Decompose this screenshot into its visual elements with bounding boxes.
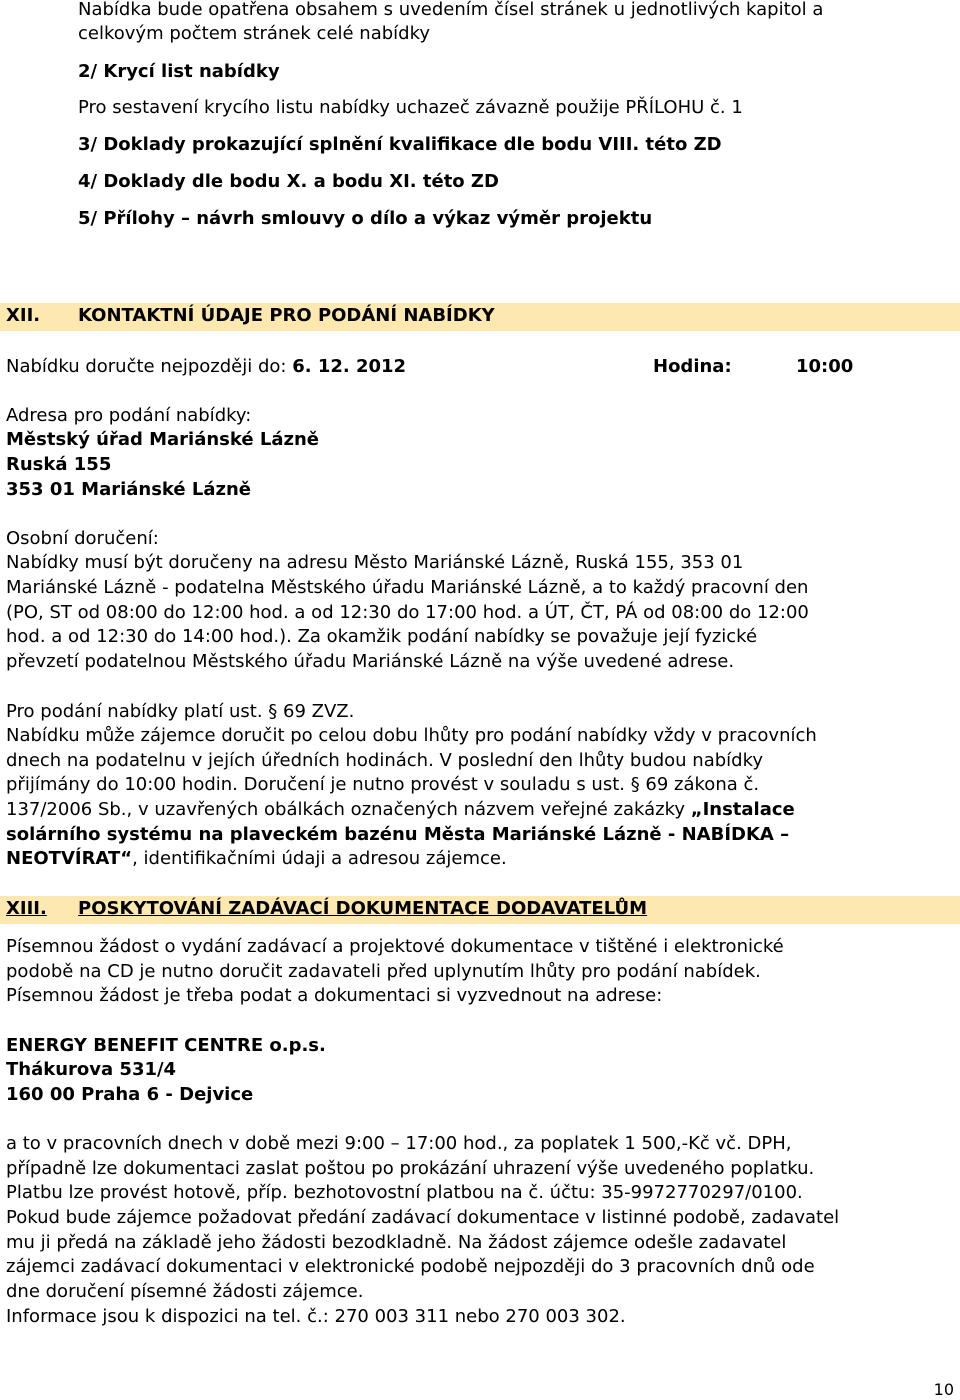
section-title: POSKYTOVÁNÍ ZADÁVACÍ DOKUMENTACE DODAVATELŮM (78, 898, 648, 919)
paragraph-line: Nabídku může zájemce doručit po celou dobu lhůty pro podání nabídky vždy v pracovních (6, 725, 817, 746)
organization-street: Thákurova 531/4 (6, 1059, 177, 1080)
page-number: 10 (933, 1380, 954, 1399)
text-run: 137/2006 Sb., v uzavřených obálkách označených názvem veřejné zakázky (6, 799, 691, 820)
item-heading-qualification: 3/ Doklady prokazující splnění kvalifikace dle bodu VIII. této ZD (78, 134, 722, 155)
paragraph-line: (PO, ST od 08:00 do 12:00 hod. a od 12:30 do 17:00 hod. a ÚT, ČT, PÁ od 08:00 do 12:00 (6, 602, 809, 623)
organization-city: 160 00 Praha 6 - Dejvice (6, 1084, 254, 1105)
paragraph-line: přijímány do 10:00 hodin. Doručení je nutno provést v souladu s ust. § 69 zákona č. (6, 774, 760, 795)
section-number: XIII. (6, 898, 47, 919)
paragraph-line: převzetí podatelnou Městského úřadu Mariánské Lázně na výše uvedené adrese. (6, 651, 735, 672)
section-header-xiii (0, 896, 960, 924)
tender-name: NEOTVÍRAT“ (6, 848, 133, 869)
deadline-date: 6. 12. 2012 (292, 356, 407, 377)
paragraph-line: mu ji předá na základě jeho žádosti bezodkladně. Na žádost zájemce odešle zadavatel (6, 1232, 787, 1253)
paragraph-line: Pokud bude zájemce požadovat předání zadávací dokumentace v listinné podobě, zadavatel (6, 1207, 840, 1228)
paragraph-line: Mariánské Lázně - podatelna Městského úřadu Mariánské Lázně, a to každý pracovní den (6, 577, 809, 598)
contact-info: Informace jsou k dispozici na tel. č.: 270 003 311 nebo 270 003 302. (6, 1306, 626, 1327)
intro-text-line: Nabídka bude opatřena obsahem s uvedením čísel stránek u jednotlivých kapitol a (78, 0, 824, 20)
item-heading-documents: 4/ Doklady dle bodu X. a bodu XI. této ZD (78, 171, 499, 192)
paragraph-line: Nabídky musí být doručeny na adresu Město Mariánské Lázně, Ruská 155, 353 01 (6, 552, 744, 573)
item-text-cover-sheet: Pro sestavení krycího listu nabídky uchazeč závazně použije PŘÍLOHU č. 1 (78, 97, 743, 118)
address-line: 353 01 Mariánské Lázně (6, 479, 252, 500)
paragraph-line: Platbu lze provést hotově, příp. bezhotovostní platbou na č. účtu: 35-9972770297/0100. (6, 1182, 803, 1203)
deadline-row (6, 355, 406, 379)
hour-value: 10:00 (796, 356, 854, 377)
paragraph-line: dne doručení písemné žádosti zájemce. (6, 1281, 364, 1302)
paragraph-line: Písemnou žádost o vydání zadávací a projektové dokumentace v tištěné i elektronické (6, 936, 784, 957)
paragraph-line: a to v pracovních dnech v době mezi 9:00 – 17:00 hod., za poplatek 1 500,-Kč vč. DPH, (6, 1133, 792, 1154)
item-heading-attachments: 5/ Přílohy – návrh smlouvy o dílo a výkaz výměr projektu (78, 208, 653, 229)
section-title: KONTAKTNÍ ÚDAJE PRO PODÁNÍ NABÍDKY (78, 305, 495, 326)
address-line: Městský úřad Mariánské Lázně (6, 429, 319, 450)
deadline-label: Nabídku doručte nejpozději do: (6, 356, 287, 377)
paragraph-line: případně lze dokumentaci zaslat poštou po prokázání uhrazení výše uvedeného poplatku. (6, 1158, 815, 1179)
law-reference: Pro podání nabídky platí ust. § 69 ZVZ. (6, 701, 355, 722)
personal-delivery-label: Osobní doručení: (6, 528, 159, 549)
tender-name: „Instalace (690, 799, 795, 820)
hour-label: Hodina: (653, 356, 732, 377)
intro-text-line: celkovým počtem stránek celé nabídky (78, 23, 431, 44)
section-header-xii (0, 303, 960, 331)
paragraph-line (6, 847, 507, 871)
paragraph-line (6, 798, 795, 822)
text-run: , identifikačními údaji a adresou zájemce. (132, 848, 507, 869)
tender-name: solárního systému na plaveckém bazénu Města Mariánské Lázně - NABÍDKA – (6, 824, 790, 845)
section-number: XII. (6, 305, 41, 326)
address-line: Ruská 155 (6, 454, 112, 475)
paragraph-line: dnech na podatelnu v jejích úředních hodinách. V poslední den lhůty budou nabídky (6, 750, 764, 771)
organization-name: ENERGY BENEFIT CENTRE o.p.s. (6, 1035, 326, 1056)
item-heading-cover-sheet: 2/ Krycí list nabídky (78, 61, 280, 82)
paragraph-line: hod. a od 12:30 do 14:00 hod.). Za okamžik podání nabídky se považuje její fyzické (6, 626, 758, 647)
paragraph-line: podobě na CD je nutno doručit zadavateli před uplynutím lhůty pro podání nabídek. (6, 961, 761, 982)
address-label: Adresa pro podání nabídky: (6, 405, 252, 426)
paragraph-line: zájemci zadávací dokumentaci v elektronické podobě nejpozději do 3 pracovních dnů ode (6, 1256, 815, 1277)
paragraph-line: Písemnou žádost je třeba podat a dokumentaci si vyzvednout na adrese: (6, 985, 663, 1006)
